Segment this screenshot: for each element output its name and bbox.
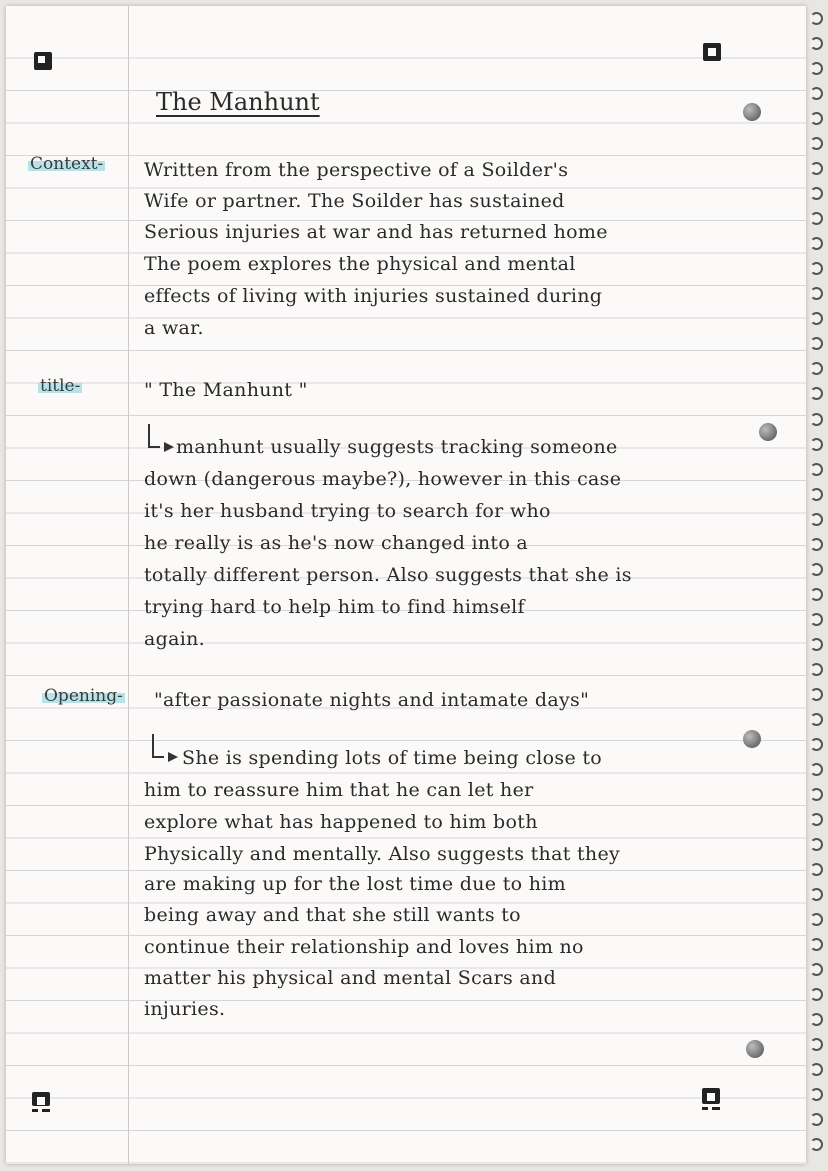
spiral-ring bbox=[810, 287, 823, 300]
spiral-ring bbox=[810, 187, 823, 200]
spiral-ring bbox=[810, 663, 823, 676]
spiral-ring bbox=[810, 988, 823, 1001]
punch-hole bbox=[743, 103, 761, 121]
opening-line: She is spending lots of time being close to bbox=[182, 747, 603, 769]
spiral-ring bbox=[810, 963, 823, 976]
opening-line: him to reassure him that he can let her bbox=[144, 779, 534, 801]
spiral-ring bbox=[810, 738, 823, 751]
spiral-ring bbox=[810, 813, 823, 826]
spiral-ring bbox=[810, 337, 823, 350]
opening-quote: "after passionate nights and intamate days" bbox=[154, 689, 590, 711]
corner-marker-bottom-right bbox=[702, 1088, 720, 1104]
context-line: a war. bbox=[144, 317, 204, 339]
opening-line: matter his physical and mental Scars and bbox=[144, 967, 557, 989]
spiral-ring bbox=[810, 588, 823, 601]
spiral-ring bbox=[810, 913, 823, 926]
title-line: again. bbox=[144, 628, 205, 650]
punch-hole bbox=[743, 730, 761, 748]
spiral-ring bbox=[810, 37, 823, 50]
title-line: trying hard to help him to find himself bbox=[144, 596, 525, 618]
spiral-ring bbox=[810, 387, 823, 400]
opening-line: continue their relationship and loves him no bbox=[144, 936, 584, 958]
corner-marker-dash bbox=[702, 1107, 708, 1110]
spiral-ring bbox=[810, 488, 823, 501]
spiral-ring bbox=[810, 938, 823, 951]
opening-line: Physically and mentally. Also suggests that they bbox=[144, 843, 621, 865]
spiral-ring bbox=[810, 713, 823, 726]
title-quote: " The Manhunt " bbox=[144, 379, 308, 401]
context-line: Serious injuries at war and has returned home bbox=[144, 221, 608, 243]
spiral-ring bbox=[810, 1013, 823, 1026]
corner-marker-bottom-left bbox=[32, 1092, 50, 1106]
context-line: Wife or partner. The Soilder has sustained bbox=[144, 190, 565, 212]
spiral-ring bbox=[810, 788, 823, 801]
spiral-ring bbox=[810, 888, 823, 901]
title-line: down (dangerous maybe?), however in this case bbox=[144, 468, 622, 490]
spiral-ring bbox=[810, 863, 823, 876]
notebook-page bbox=[6, 6, 806, 1164]
title-line: it's her husband trying to search for who bbox=[144, 500, 551, 522]
spiral-ring bbox=[810, 162, 823, 175]
context-line: The poem explores the physical and mental bbox=[144, 253, 576, 275]
section-label-title: title- bbox=[40, 376, 81, 396]
spiral-ring bbox=[810, 1113, 823, 1126]
punch-hole bbox=[746, 1040, 764, 1058]
spiral-ring bbox=[810, 212, 823, 225]
spiral-ring bbox=[810, 12, 823, 25]
spiral-ring bbox=[810, 62, 823, 75]
corner-marker-top-left bbox=[34, 52, 52, 70]
page-title: The Manhunt bbox=[156, 88, 320, 116]
opening-line: being away and that she still wants to bbox=[144, 904, 521, 926]
spiral-ring bbox=[810, 463, 823, 476]
spiral-ring bbox=[810, 438, 823, 451]
spiral-ring bbox=[810, 1138, 823, 1151]
corner-marker-dash bbox=[712, 1107, 720, 1110]
spiral-ring bbox=[810, 838, 823, 851]
spiral-ring bbox=[810, 312, 823, 325]
section-label-context: Context- bbox=[30, 154, 104, 174]
spiral-ring bbox=[810, 763, 823, 776]
spiral-ring bbox=[810, 137, 823, 150]
punch-hole bbox=[759, 423, 777, 441]
spiral-ring bbox=[810, 513, 823, 526]
arrow-icon bbox=[152, 734, 164, 758]
spiral-ring bbox=[810, 688, 823, 701]
corner-marker-dash bbox=[42, 1109, 50, 1112]
opening-line: are making up for the lost time due to him bbox=[144, 873, 566, 895]
opening-line: injuries. bbox=[144, 998, 226, 1020]
spiral-ring bbox=[810, 1038, 823, 1051]
spiral-ring bbox=[810, 87, 823, 100]
corner-marker-dash bbox=[32, 1109, 38, 1112]
spiral-ring bbox=[810, 1063, 823, 1076]
spiral-ring bbox=[810, 1088, 823, 1101]
spiral-ring bbox=[810, 638, 823, 651]
title-line: manhunt usually suggests tracking someone bbox=[176, 436, 618, 458]
title-line: he really is as he's now changed into a bbox=[144, 532, 529, 554]
margin-line bbox=[128, 6, 129, 1164]
spiral-ring bbox=[810, 112, 823, 125]
spiral-ring bbox=[810, 413, 823, 426]
context-line: Written from the perspective of a Soilder's bbox=[144, 159, 569, 181]
spiral-ring bbox=[810, 237, 823, 250]
context-line: effects of living with injuries sustained during bbox=[144, 285, 603, 307]
title-line: totally different person. Also suggests that she is bbox=[144, 564, 632, 586]
opening-line: explore what has happened to him both bbox=[144, 811, 538, 833]
spiral-ring bbox=[810, 538, 823, 551]
spiral-binding bbox=[810, 12, 826, 1152]
spiral-ring bbox=[810, 613, 823, 626]
spiral-ring bbox=[810, 362, 823, 375]
arrow-icon bbox=[148, 424, 160, 448]
spiral-ring bbox=[810, 563, 823, 576]
corner-marker-top-right bbox=[703, 43, 721, 61]
spiral-ring bbox=[810, 262, 823, 275]
section-label-opening: Opening- bbox=[44, 686, 123, 706]
